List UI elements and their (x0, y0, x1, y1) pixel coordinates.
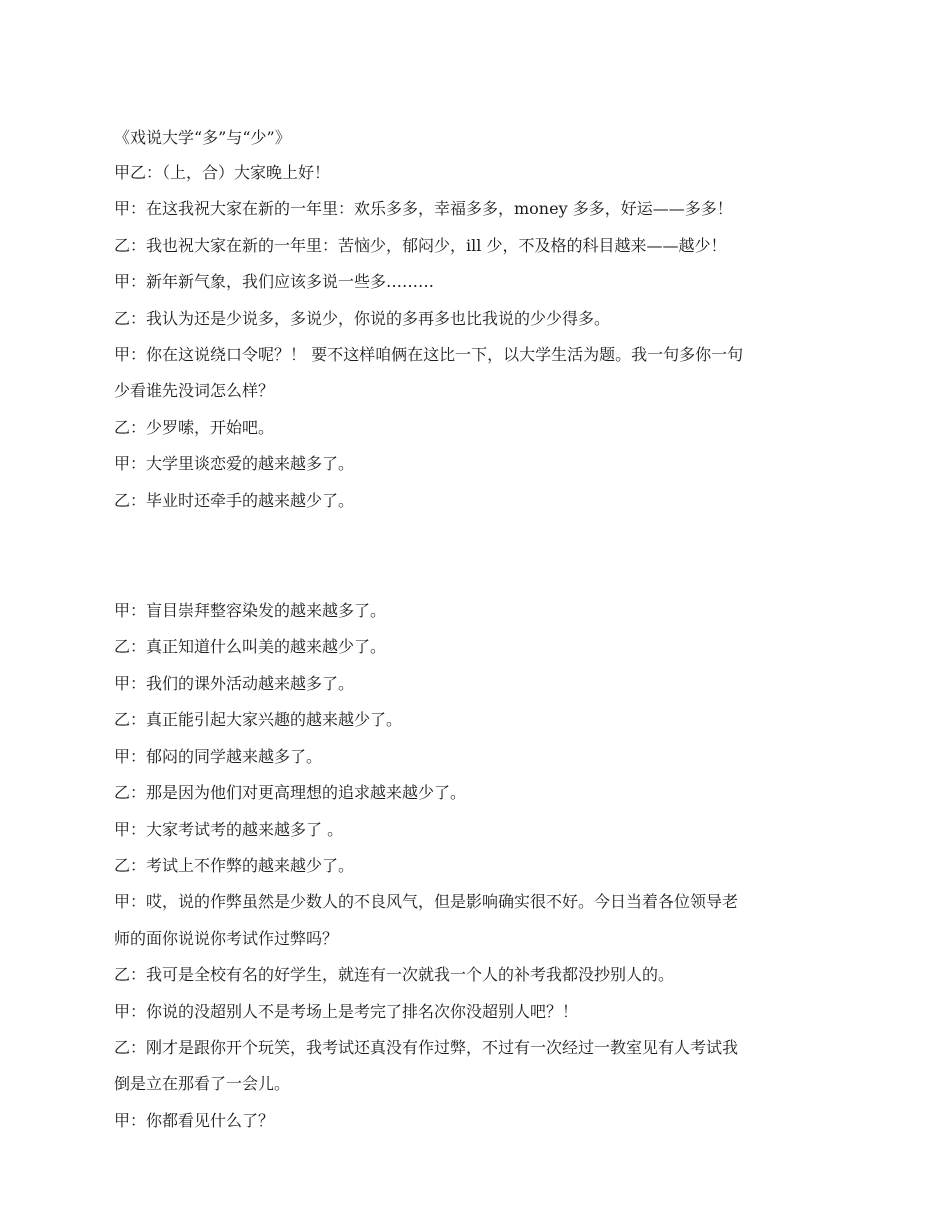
dialogue-line: 乙：我认为还是少说多，多说少，你说的多再多也比我说的少少得多。 (114, 308, 611, 328)
dialogue-line: 甲：郁闷的同学越来越多了。 (114, 746, 323, 766)
dialogue-line: 乙：我可是全校有名的好学生，就连有一次就我一个人的补考我都没抄别人的。 (114, 965, 675, 985)
dialogue-line: 乙：毕业时还牵手的越来越少了。 (114, 490, 355, 510)
document-title: 《戏说大学“多”与“少”》 (114, 128, 291, 147)
dialogue-line: 甲：我们的课外活动越来越多了。 (114, 673, 355, 693)
dialogue-line: 甲：你在这说绕口令呢？！ 要不这样咱俩在这比一下，以大学生活为题。我一句多你一句 (114, 345, 744, 365)
dialogue-line: 甲：你说的没超别人不是考场上是考完了排名次你没超别人吧？！ (114, 1001, 579, 1021)
dialogue-line: 甲：新年新气象，我们应该多说一些多……… (114, 272, 435, 292)
dialogue-line: 甲：大家考试考的越来越多了 。 (114, 819, 344, 839)
dialogue-line: 甲：你都看见什么了？ (114, 1110, 275, 1130)
dialogue-line: 甲乙：（上，合）大家晚上好！ (114, 163, 331, 182)
dialogue-line: 乙：我也祝大家在新的一年里：苦恼少，郁闷少，ill 少，不及格的科目越来——越少！ (114, 235, 727, 255)
dialogue-line: 乙：真正知道什么叫美的越来越少了。 (114, 637, 387, 657)
dialogue-line: 乙：考试上不作弊的越来越少了。 (114, 855, 355, 875)
section-gap (114, 519, 844, 593)
dialogue-line: 乙：少罗嗦，开始吧。 (114, 417, 275, 437)
dialogue-line: 乙：那是因为他们对更高理想的追求越来越少了。 (114, 783, 467, 803)
dialogue-line: 甲：盲目崇拜整容染发的越来越多了。 (114, 601, 387, 621)
dialogue-line: 师的面你说说你考试作过弊吗？ (114, 928, 339, 948)
document-body (114, 124, 844, 1139)
dialogue-line: 倒是立在那看了一会儿。 (114, 1074, 291, 1094)
dialogue-line: 甲：大学里谈恋爱的越来越多了。 (114, 454, 355, 474)
dialogue-line: 乙：刚才是跟你开个玩笑，我考试还真没有作过弊，不过有一次经过一教室见有人考试我 (114, 1037, 739, 1057)
dialogue-line: 甲：哎，说的作弊虽然是少数人的不良风气，但是影响确实很不好。今日当着各位领导老 (114, 892, 739, 912)
dialogue-line: 甲：在这我祝大家在新的一年里：欢乐多多，幸福多多，money 多多，好运——多多！ (114, 199, 733, 219)
dialogue-line: 少看谁先没词怎么样？ (114, 381, 275, 401)
dialogue-line: 乙：真正能引起大家兴趣的越来越少了。 (114, 710, 403, 730)
